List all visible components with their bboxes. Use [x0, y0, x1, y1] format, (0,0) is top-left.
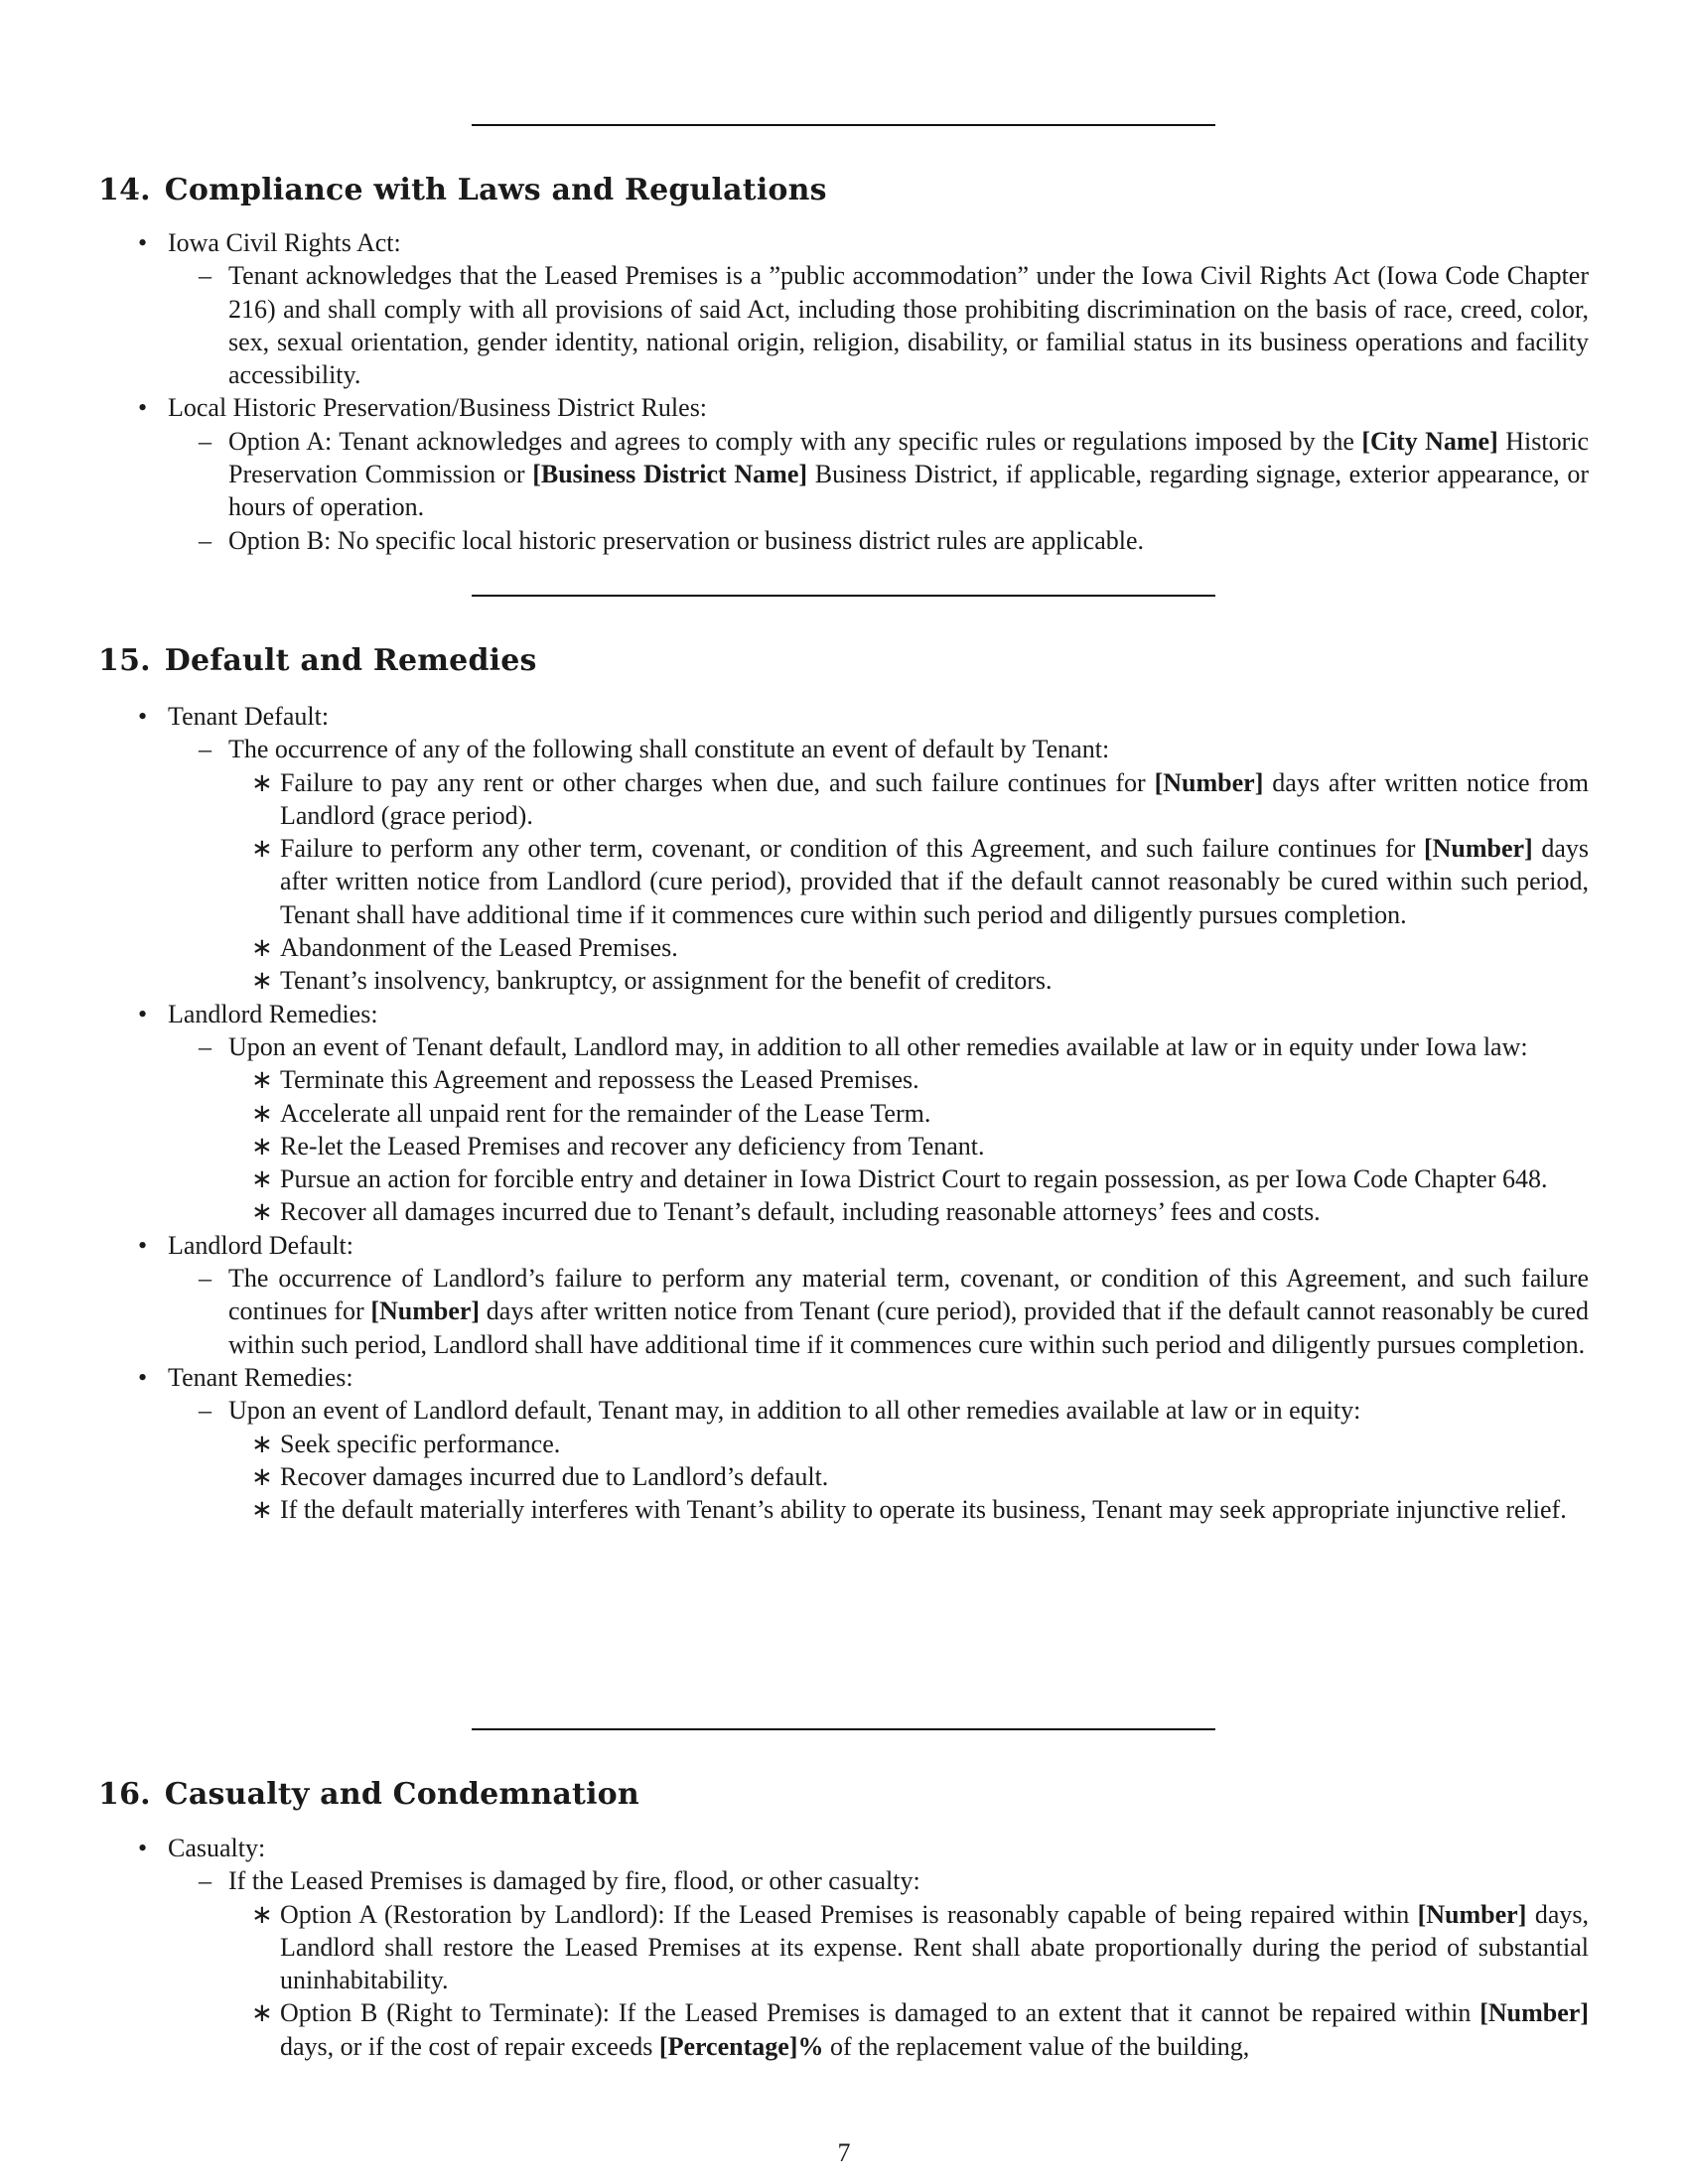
list-item: – Upon an event of Tenant default, Landlord may, in addition to all other remedies available at law or in equity under Iowa law:	[228, 1030, 1589, 1063]
list-item: ∗ Seek specific performance.	[280, 1428, 1589, 1460]
list-item: • Landlord Remedies:	[168, 998, 1588, 1030]
dash-icon: –	[199, 735, 211, 764]
section-14-heading: 14. Compliance with Laws and Regulations	[98, 173, 827, 207]
asterisk-icon: ∗	[251, 1495, 273, 1525]
asterisk-icon: ∗	[251, 1065, 273, 1095]
bullet-icon: •	[138, 393, 148, 423]
list-item: – The occurrence of any of the following shall constitute an event of default by Tenant:	[228, 733, 1589, 765]
list-item: – Option A: Tenant acknowledges and agrees to comply with any specific rules or regulations imposed by the [City Name] Historic Preservation Commission or [Business District Name] Business District, if applicable, regarding signage, exterior appearance, or hours of operation.	[199, 426, 1589, 522]
asterisk-icon: ∗	[251, 966, 273, 996]
section-14-body	[0, 226, 1688, 557]
list-item: • Casualty:	[168, 1832, 1588, 1864]
dash-icon: –	[199, 1264, 211, 1294]
bullet-icon: •	[138, 999, 148, 1028]
section-16-heading: 16. Casualty and Condemnation	[98, 1777, 639, 1812]
bullet-icon: •	[138, 702, 148, 731]
list-item: ∗ Accelerate all unpaid rent for the remainder of the Lease Term.	[280, 1097, 1589, 1130]
dash-icon: –	[199, 1866, 211, 1896]
list-item: ∗ Failure to perform any other term, covenant, or condition of this Agreement, and such failure continues for [Number] days after written notice from Landlord (cure period), provided that if the default cannot reasonably be cured within such period, Tenant shall have additional time if it commences cure within such period and diligently pursues completion.	[251, 834, 1589, 929]
placeholder-number: [Number]	[1423, 834, 1533, 864]
list-item: ∗ Re-let the Leased Premises and recover any deficiency from Tenant.	[280, 1130, 1589, 1162]
asterisk-icon: ∗	[251, 1098, 273, 1128]
bullet-icon: •	[138, 1834, 148, 1862]
list-item: ∗ Option A (Restoration by Landlord): If the Leased Premises is reasonably capable of being repaired within [Number] days, Landlord shall restore the Leased Premises at its expense. Rent shall abate proportionally during the period of substantial uninhabitability.	[251, 1899, 1589, 1995]
placeholder-number: [Number]	[1417, 1899, 1527, 1929]
list-item: • Local Historic Preservation/Business District Rules:	[168, 391, 1588, 424]
bullet-icon: •	[138, 1362, 148, 1392]
dash-icon: –	[199, 1396, 211, 1426]
dash-icon: –	[199, 261, 211, 291]
section-16-body	[0, 1832, 1688, 2063]
list-item: ∗ Recover damages incurred due to Landlord’s default.	[280, 1460, 1589, 1493]
list-item: – Upon an event of Landlord default, Tenant may, in addition to all other remedies available at law or in equity:	[228, 1394, 1589, 1427]
asterisk-icon: ∗	[251, 1429, 273, 1458]
section-15-heading: 15. Default and Remedies	[98, 643, 537, 678]
asterisk-icon: ∗	[251, 834, 273, 864]
list-item: – The occurrence of Landlord’s failure to perform any material term, covenant, or condition of this Agreement, and such failure continues for [Number] days after written notice from Tenant (cure period), provided that if the default cannot reasonably be cured within such period, Landlord shall have additional time if it commences cure within such period and diligently pursues completion.	[199, 1264, 1589, 1359]
list-item: • Landlord Default:	[168, 1229, 1588, 1262]
list-item: ∗ Pursue an action for forcible entry and detainer in Iowa District Court to regain possession, as per Iowa Code Chapter 648.	[280, 1162, 1589, 1195]
asterisk-icon: ∗	[251, 1197, 273, 1227]
list-item: – Tenant acknowledges that the Leased Premises is a ”public accommodation” under the Iowa Civil Rights Act (Iowa Code Chapter 216) and shall comply with all provisions of said Act, including those prohibiting discrimination on the basis of race, creed, color, sex, sexual orientation, gender identity, national origin, religion, disability, or familial status in its business operations and facility accessibility.	[199, 261, 1589, 390]
placeholder-number: [Number]	[370, 1297, 481, 1326]
section-15-body	[0, 700, 1688, 1526]
dash-icon: –	[199, 426, 211, 456]
bullet-icon: •	[138, 228, 148, 257]
list-item: ∗ Tenant’s insolvency, bankruptcy, or assignment for the benefit of creditors.	[280, 964, 1589, 997]
list-item: ∗ Option B (Right to Terminate): If the Leased Premises is damaged to an extent that it cannot be repaired within [Number] days, or if the cost of repair exceeds [Percentage]% of the replacement value of the building,	[251, 1998, 1589, 2061]
list-item: • Tenant Default:	[168, 700, 1588, 733]
asterisk-icon: ∗	[251, 1131, 273, 1160]
asterisk-icon: ∗	[251, 1461, 273, 1491]
list-item: ∗ Abandonment of the Leased Premises.	[280, 931, 1589, 964]
list-item: ∗ If the default materially interferes with Tenant’s ability to operate its business, Tenant may seek appropriate injunctive relief.	[280, 1493, 1589, 1526]
list-item: – If the Leased Premises is damaged by fire, flood, or other casualty:	[228, 1864, 1589, 1897]
page-number: 7	[837, 2138, 851, 2167]
list-item: • Iowa Civil Rights Act:	[168, 226, 1588, 259]
section-divider	[472, 1728, 1215, 1730]
placeholder-business-district-name: [Business District Name]	[532, 460, 808, 489]
list-item: – Option B: No specific local historic preservation or business district rules are applicable.	[228, 524, 1589, 557]
asterisk-icon: ∗	[251, 1899, 273, 1929]
asterisk-icon: ∗	[251, 1998, 273, 2028]
list-item: • Tenant Remedies:	[168, 1361, 1588, 1394]
list-item: ∗ Terminate this Agreement and repossess the Leased Premises.	[280, 1063, 1589, 1096]
bullet-icon: •	[138, 1230, 148, 1260]
placeholder-city-name: [City Name]	[1361, 426, 1498, 456]
asterisk-icon: ∗	[251, 767, 273, 797]
dash-icon: –	[199, 1031, 211, 1061]
list-item: ∗ Failure to pay any rent or other charges when due, and such failure continues for [Number] days after written notice from Landlord (grace period).	[251, 767, 1589, 830]
asterisk-icon: ∗	[251, 933, 273, 963]
placeholder-number: [Number]	[1154, 767, 1264, 797]
asterisk-icon: ∗	[251, 1164, 273, 1194]
placeholder-percentage: [Percentage]%	[658, 2031, 824, 2061]
dash-icon: –	[199, 525, 211, 555]
section-divider	[472, 595, 1215, 597]
list-item: ∗ Recover all damages incurred due to Tenant’s default, including reasonable attorneys’ fees and costs.	[280, 1195, 1589, 1228]
placeholder-number: [Number]	[1479, 1998, 1589, 2028]
section-divider	[472, 124, 1215, 126]
